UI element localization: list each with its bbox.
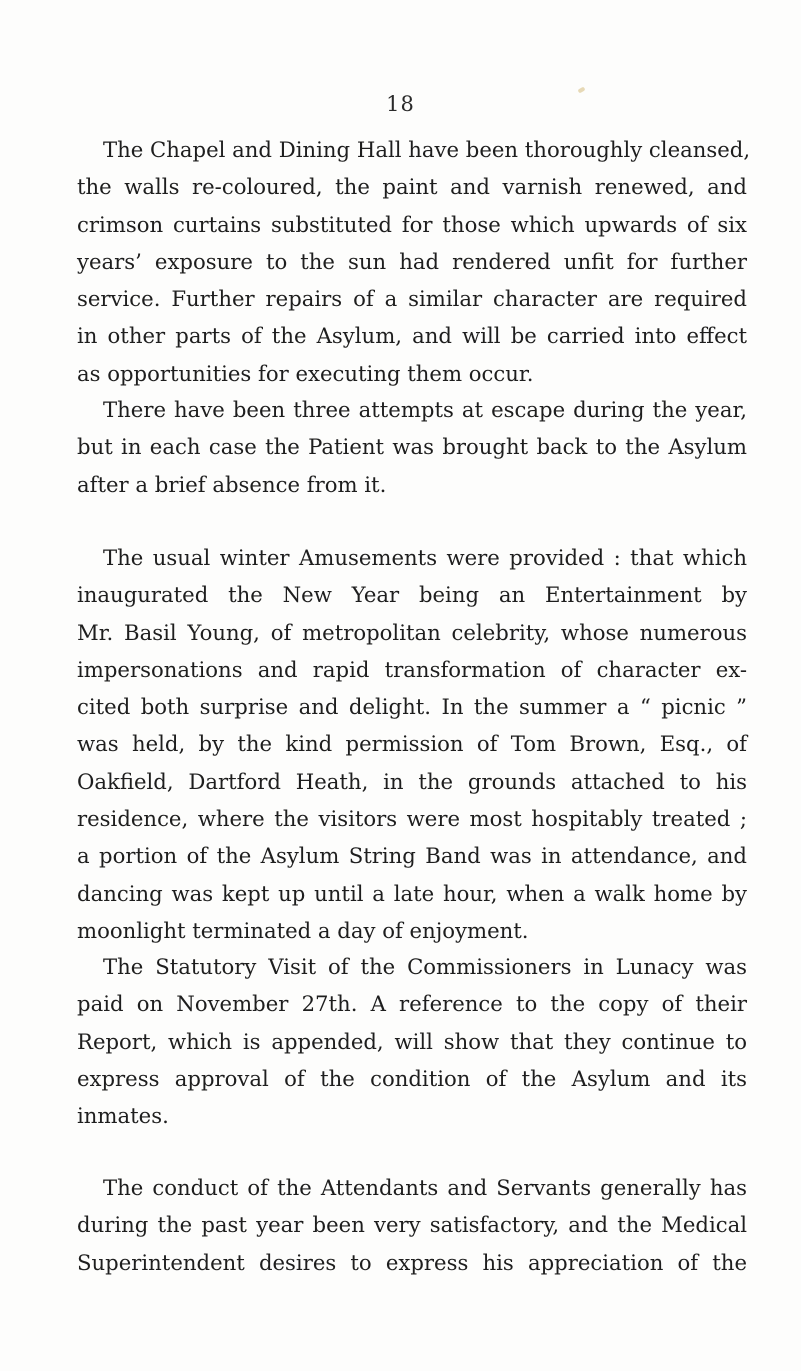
text-line: express approval of the condition of the Asylum and its	[77, 1065, 747, 1091]
text-line: residence, where the visitors were most hospitably treated ;	[77, 806, 747, 832]
text-line: paid on November 27th. A reference to the copy of their	[77, 991, 747, 1017]
text-line: Superintendent desires to express his appreciation of the	[77, 1249, 747, 1275]
paragraph-amusements	[77, 539, 747, 949]
paragraph-attendants-conduct	[77, 1169, 747, 1281]
text-line: a portion of the Asylum String Band was in attendance, and	[77, 843, 747, 869]
text-line: cited both surprise and delight. In the summer a “ picnic ”	[77, 694, 747, 720]
text-line: The conduct of the Attendants and Servants generally has	[103, 1175, 747, 1200]
text-line: service. Further repairs of a similar character are required	[77, 286, 747, 312]
paragraph-commissioners-visit	[77, 948, 747, 1134]
text-line: dancing was kept up until a late hour, when a walk home by	[77, 880, 747, 906]
text-line: in other parts of the Asylum, and will be carried into effect	[77, 323, 747, 349]
text-line: The Chapel and Dining Hall have been thoroughly cleansed,	[103, 137, 751, 162]
text-line: impersonations and rapid transformation of character ex-	[77, 656, 747, 682]
text-line: years’ exposure to the sun had rendered unfit for further	[77, 248, 747, 274]
text-line: Oakfield, Dartford Heath, in the grounds attached to his	[77, 768, 747, 794]
text-line: moonlight terminated a day of enjoyment.	[77, 917, 529, 943]
text-line: Mr. Basil Young, of metropolitan celebrity, whose numerous	[77, 619, 747, 645]
text-line: during the past year been very satisfactory, and the Medical	[77, 1212, 747, 1238]
text-line: The usual winter Amusements were provided : that which	[103, 545, 747, 570]
text-line: Report, which is appended, will show that they continue to	[77, 1028, 747, 1054]
paragraph-escape-attempts	[77, 391, 747, 503]
text-line: was held, by the kind permission of Tom Brown, Esq., of	[77, 731, 747, 757]
text-line: the walls re-coloured, the paint and varnish renewed, and	[77, 174, 747, 200]
text-line: but in each case the Patient was brought back to the Asylum	[77, 434, 747, 460]
text-line: inmates.	[77, 1103, 169, 1129]
page-number: 18	[386, 92, 415, 116]
text-line: crimson curtains substituted for those which upwards of six	[77, 211, 747, 237]
paragraph-chapel-repairs	[77, 131, 751, 392]
text-line: There have been three attempts at escape during the year,	[103, 397, 747, 422]
text-line: inaugurated the New Year being an Entertainment by	[77, 582, 747, 608]
text-line: after a brief absence from it.	[77, 471, 387, 497]
text-line: The Statutory Visit of the Commissioners in Lunacy was	[103, 954, 747, 979]
text-line: as opportunities for executing them occur.	[77, 360, 534, 386]
